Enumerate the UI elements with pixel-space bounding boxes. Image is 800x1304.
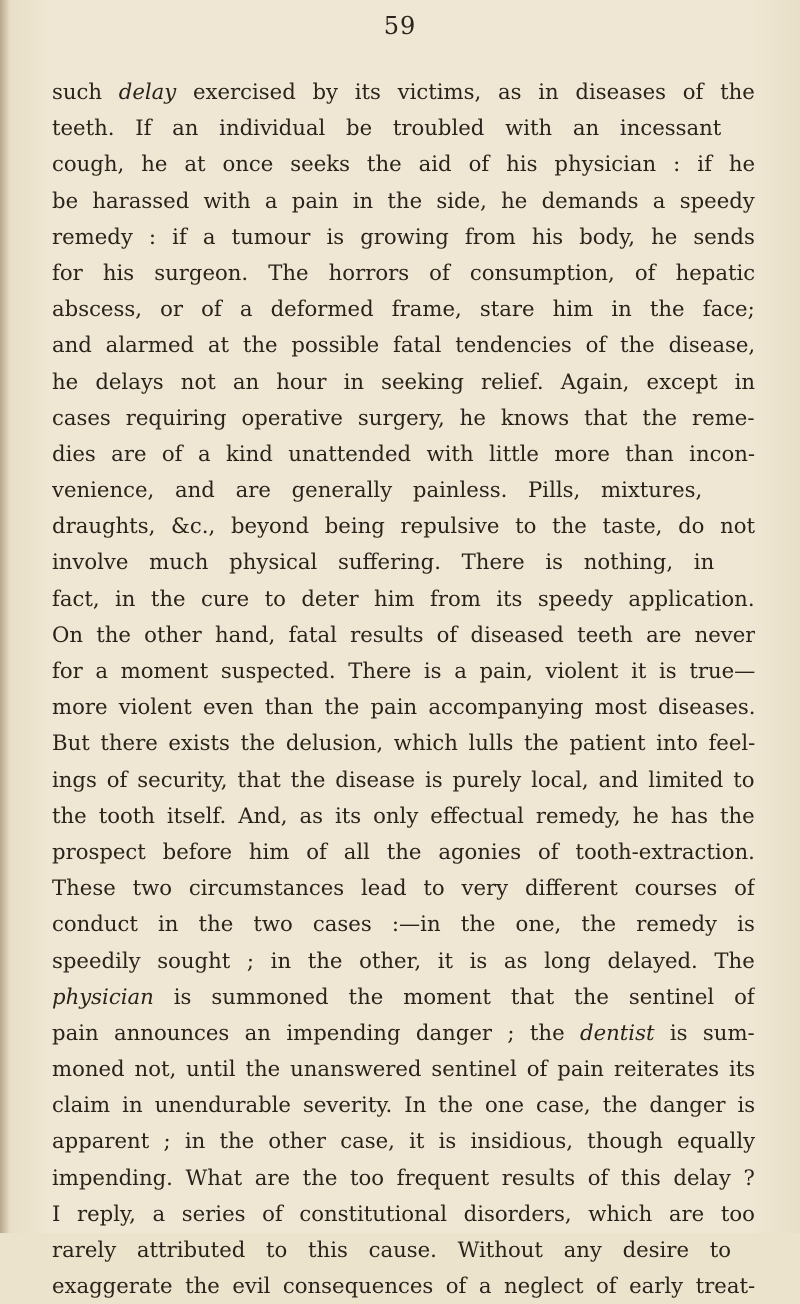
- text-line: [52, 725, 755, 761]
- text-line: [52, 544, 755, 580]
- text-run: cases requiring operative surgery, he knows that the reme-: [52, 404, 755, 430]
- text-run: for a moment suspected. There is a pain, violent it is true—: [52, 658, 755, 683]
- text-line: [52, 219, 755, 255]
- text-run: ings of security, that the disease is purely local, and limited to: [52, 766, 755, 792]
- text-run: venience, and are generally painless. Pills, mixtures,: [52, 477, 703, 503]
- text-line: [52, 400, 755, 436]
- text-line: [52, 798, 755, 834]
- text-run: moned not, until the unanswered sentinel of pain reiterates its: [52, 1056, 755, 1082]
- text-run: These two circumstances lead to very different courses of: [52, 875, 755, 901]
- text-run: is sum-: [654, 1019, 755, 1045]
- text-run: exaggerate the evil consequences of a neglect of early treat-: [52, 1273, 755, 1299]
- italic-word: dentist: [580, 1019, 655, 1045]
- text-line: [52, 653, 755, 689]
- text-run: is summoned the moment that the sentinel of: [153, 983, 755, 1009]
- text-line: [52, 291, 755, 327]
- body-text: [52, 74, 755, 1304]
- italic-word: physician: [52, 983, 154, 1009]
- text-line: [52, 472, 755, 508]
- text-line: [52, 327, 755, 363]
- text-run: prospect before him of all the agonies of tooth-extraction.: [52, 838, 755, 864]
- text-run: draughts, &c., beyond being repulsive to the taste, do not: [52, 513, 755, 539]
- text-line: [52, 979, 755, 1015]
- text-line: [52, 762, 755, 798]
- text-line: [52, 436, 755, 472]
- text-run: teeth. If an individual be troubled with an incessant: [52, 115, 722, 141]
- text-run: claim in unendurable severity. In the one case, the danger is: [52, 1092, 755, 1118]
- text-line: [52, 1087, 755, 1123]
- text-line: [52, 1123, 755, 1159]
- text-run: dies are of a kind unattended with little more than incon-: [52, 440, 755, 466]
- text-line: [52, 1268, 755, 1304]
- text-run: rarely attributed to this cause. Without any desire to: [52, 1237, 732, 1262]
- text-line: [52, 1232, 755, 1268]
- text-line: [52, 1051, 755, 1087]
- text-run: On the other hand, fatal results of diseased teeth are never: [52, 621, 755, 647]
- text-line: [52, 1196, 755, 1232]
- text-run: he delays not an hour in seeking relief. Again, except in: [52, 368, 755, 394]
- text-run: be harassed with a pain in the side, he demands a speedy: [52, 187, 755, 213]
- text-line: [52, 508, 755, 544]
- page-number: 59: [383, 12, 417, 40]
- page-edge-shadow: [0, 0, 10, 1233]
- text-run: and alarmed at the possible fatal tendencies of the disease,: [52, 332, 755, 358]
- text-line: [52, 255, 755, 291]
- text-line: [52, 74, 755, 110]
- text-run: pain announces an impending danger ; the: [52, 1019, 581, 1045]
- text-run: more violent even than the pain accompanying most diseases.: [52, 694, 755, 720]
- text-line: [52, 146, 755, 182]
- text-run: abscess, or of a deformed frame, stare him in the face;: [52, 296, 755, 322]
- text-line: [52, 834, 755, 870]
- text-run: conduct in the two cases :—in the one, the remedy is: [52, 911, 755, 937]
- text-run: I reply, a series of constitutional disorders, which are too: [52, 1200, 755, 1226]
- text-run: such: [52, 79, 119, 104]
- text-run: cough, he at once seeks the aid of his physician : if he: [52, 151, 755, 177]
- text-line: [52, 689, 755, 725]
- text-line: [52, 1160, 755, 1196]
- italic-word: delay: [118, 79, 177, 104]
- text-run: for his surgeon. The horrors of consumption, of hepatic: [52, 259, 755, 285]
- text-line: [52, 110, 755, 146]
- text-line: [52, 183, 755, 219]
- text-line: [52, 1015, 755, 1051]
- text-run: the tooth itself. And, as its only effectual remedy, he has the: [52, 802, 755, 828]
- text-run: But there exists the delusion, which lulls the patient into feel-: [52, 730, 755, 756]
- text-line: [52, 943, 755, 979]
- text-line: [52, 906, 755, 942]
- text-run: apparent ; in the other case, it is insidious, though equally: [52, 1128, 755, 1154]
- text-line: [52, 364, 755, 400]
- text-run: involve much physical suffering. There is nothing, in: [52, 549, 715, 575]
- text-run: exercised by its victims, as in diseases of the: [176, 79, 755, 104]
- text-line: [52, 581, 755, 617]
- text-run: impending. What are the too frequent results of this delay ?: [52, 1164, 755, 1190]
- text-run: speedily sought ; in the other, it is as long delayed. The: [52, 947, 755, 973]
- text-line: [52, 617, 755, 653]
- text-line: [52, 870, 755, 906]
- text-run: fact, in the cure to deter him from its speedy application.: [52, 585, 755, 611]
- text-run: remedy : if a tumour is growing from his body, he sends: [52, 223, 755, 249]
